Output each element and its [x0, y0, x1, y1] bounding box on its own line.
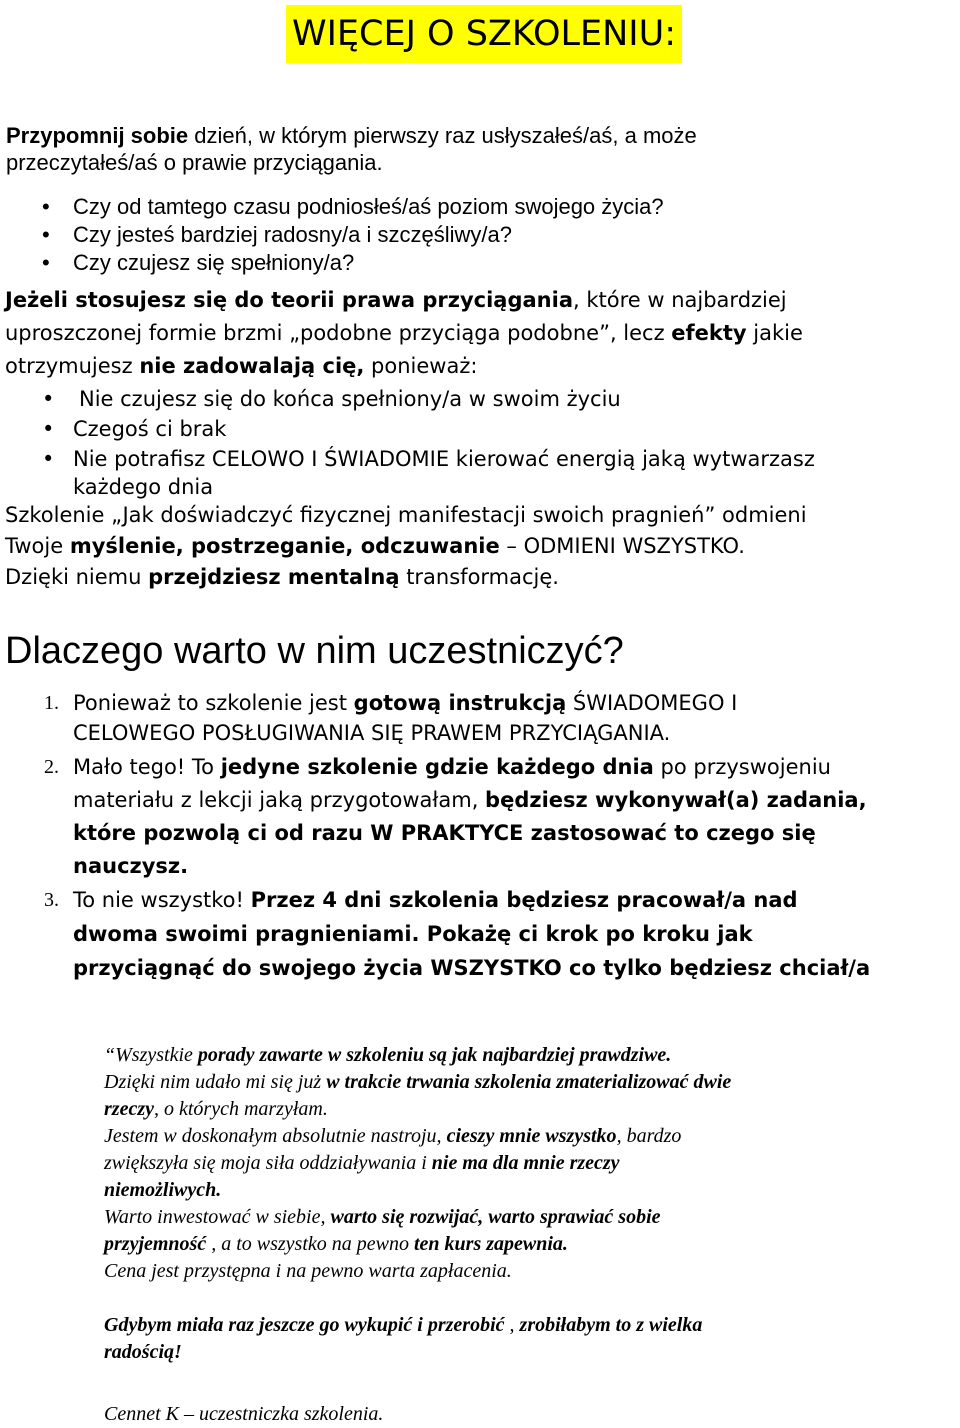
- intro-line-2: przeczytałeś/aś o prawie przyciągania.: [6, 150, 383, 175]
- theory-paragraph: Jeżeli stosujesz się do teorii prawa przyciągania, które w najbardziej uproszczonej formie brzmi „podobne przyciąga podobne”, lecz efekty jakie otrzymujesz nie zadowalają cię, ponieważ:: [5, 288, 803, 378]
- testimonial: “Wszystkie porady zawarte w szkoleniu są jak najbardziej prawdziwe. Dzięki nim udało mi się już w trakcie trwania szkolenia zmaterializować dwie rzeczy, o których marzyłam. Jestem w doskonałym absolutnie nastroju, cieszy mnie wszystko, bardzo zwiększyła się moja siła oddziaływania i nie ma dla mnie rzeczy niemożliwych. Warto inwestować w siebie, warto się rozwijać, warto sprawiać sobie przyjemność , a to wszystko na pewno ten kurs zapewnia. Cena jest przystępna i na pewno warta zapłacenia. Gdybym miała raz jeszcze go wykupić i przerobić , zrobiłabym to z wielka radością!: [104, 1044, 732, 1363]
- questions-list: [0, 193, 900, 277]
- list-item-continuation: dwoma swoimi pragnieniami. Pokażę ci krok po kroku jak: [73, 922, 753, 946]
- list-item: • Czegoś ci brak: [42, 417, 227, 441]
- list-item-continuation: które pozwolą ci od razu W PRAKTYCE zastosować to czego się: [73, 821, 816, 845]
- list-item-continuation: przyciągnąć do swojego życia WSZYSTKO co tylko będziesz chciał/a: [73, 956, 871, 980]
- list-item: 2. Mało tego! To jedyne szkolenie gdzie każdego dnia po przyswojeniu: [44, 755, 831, 779]
- list-item: • Czy czujesz się spełniony/a?: [42, 250, 355, 275]
- list-item: • Czy od tamtego czasu podniosłeś/aś poziom swojego życia?: [42, 194, 664, 219]
- list-item-continuation: materiału z lekcji jaką przygotowałam, będziesz wykonywał(a) zadania,: [73, 788, 867, 812]
- section-heading: Dlaczego warto w nim uczestniczyć?: [5, 630, 624, 672]
- testimonial-signature: Cennet K – uczestniczka szkolenia.: [104, 1403, 384, 1425]
- intro-lead: Przypomnij sobie: [6, 123, 189, 148]
- summary-paragraph: Szkolenie „Jak doświadczyć fizycznej manifestacji swoich pragnień” odmieni Twoje myślenie, postrzeganie, odczuwanie – ODMIENI WSZYSTKO. Dzięki niemu przejdziesz mentalną transformację.: [5, 503, 807, 589]
- intro-line-1: Przypomnij sobie dzień, w którym pierwszy raz usłyszałeś/aś, a może: [6, 123, 697, 148]
- list-item: • Nie potrafisz CELOWO I ŚWIADOMIE kierować energią jaką wytwarzasz: [42, 447, 815, 471]
- reasons-numbered-list: [0, 688, 960, 985]
- list-item: 1. Ponieważ to szkolenie jest gotową instrukcją ŚWIADOMEGO I: [44, 691, 738, 715]
- list-item-continuation: każdego dnia: [73, 475, 214, 499]
- reasons-list: [0, 384, 940, 500]
- page-title: WIĘCEJ O SZKOLENIU:: [286, 5, 682, 63]
- list-item: • Nie czujesz się do końca spełniony/a w swoim życiu: [42, 387, 621, 411]
- list-item-continuation: CELOWEGO POSŁUGIWANIA SIĘ PRAWEM PRZYCIĄGANIA.: [73, 721, 671, 745]
- list-item-continuation: nauczysz.: [73, 854, 189, 878]
- list-item: • Czy jesteś bardziej radosny/a i szczęśliwy/a?: [42, 222, 512, 247]
- list-item: 3. To nie wszystko! Przez 4 dni szkolenia będziesz pracował/a nad: [44, 888, 798, 912]
